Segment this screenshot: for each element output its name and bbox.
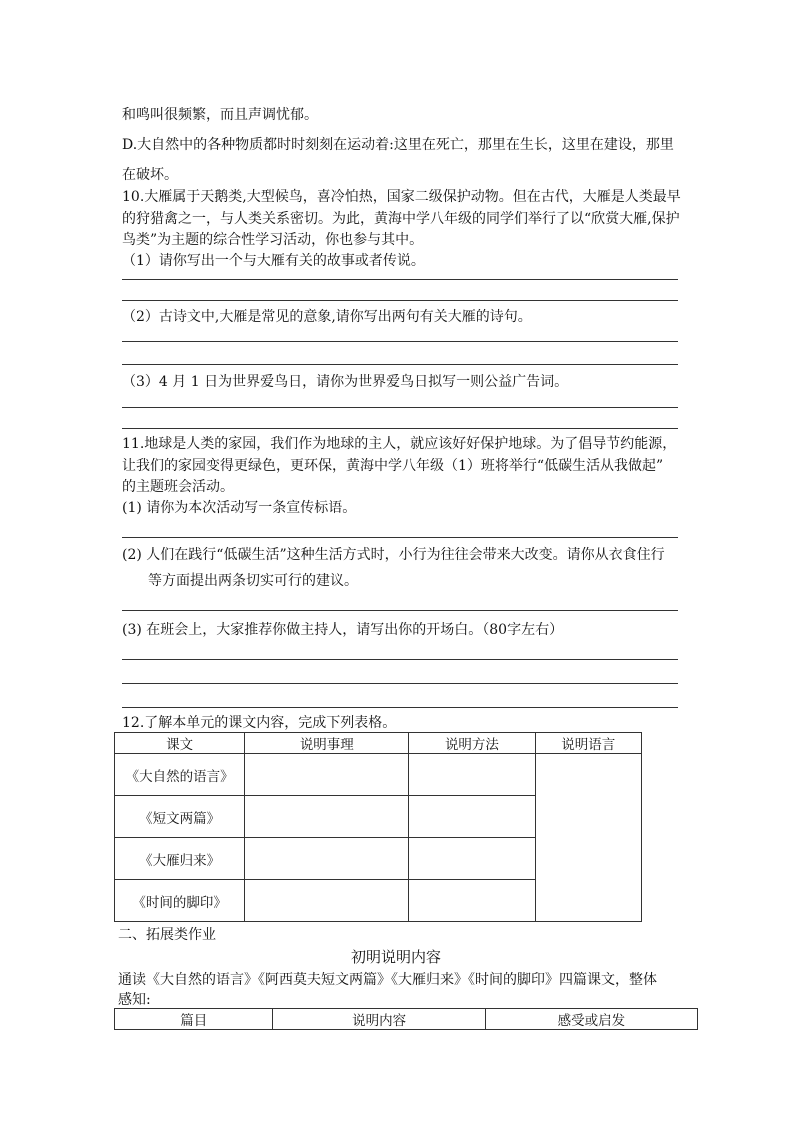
text-line: 在破坏。 [122,167,178,183]
option-d: D.大自然中的各种物质都时时刻刻在运动着:这里在死亡，那里在生长，这里在建设，那里 [122,137,674,153]
question-11-3: (3) 在班会上，大家推荐你做主持人，请写出你的开场白。（80字左右） [122,622,564,638]
table-cell-blank[interactable] [245,754,409,796]
question-11-1: (1) 请你为本次活动写一条宣传标语。 [122,500,357,516]
answer-line[interactable] [122,300,678,301]
answer-line[interactable] [122,707,678,708]
answer-line[interactable] [122,659,678,660]
table-header: 说明事理 [245,733,409,754]
answer-line[interactable] [122,279,678,280]
table-cell-blank[interactable] [535,754,641,922]
table-cell-blank[interactable] [409,880,535,922]
table-cell-blank[interactable] [409,838,535,880]
question-10-3: （3）4 月 1 日为世界爱鸟日，请你为世界爱鸟日拟写一则公益广告词。 [122,374,569,390]
section-heading: 二、拓展类作业 [118,927,216,943]
intro-text: 通读《大自然的语言》《阿西莫夫短文两篇》《大雁归来》《时间的脚印》四篇课文，整体 [118,972,657,988]
question-11-cont: 的主题班会活动。 [122,479,234,495]
table-cell-blank[interactable] [245,796,409,838]
section-title: 初明说明内容 [351,948,442,966]
answer-line[interactable] [122,683,678,684]
table-header: 感受或启发 [485,1009,697,1030]
table-cell-title: 《短文两篇》 [115,796,245,838]
question-10-2: （2）古诗文中,大雁是常见的意象,请你写出两句有关大雁的诗句。 [122,309,532,325]
question-11-2-cont: 等方面提出两条切实可行的建议。 [148,573,358,589]
table-cell-blank[interactable] [245,838,409,880]
table-cell-blank[interactable] [409,754,535,796]
summary-table [114,732,642,922]
table-cell-title: 《时间的脚印》 [115,880,245,922]
question-12: 12.了解本单元的课文内容，完成下列表格。 [122,715,397,731]
answer-line[interactable] [122,428,678,429]
table-header: 说明方法 [409,733,535,754]
question-10-cont: 的狩猎禽之一，与人类关系密切。为此，黄海中学八年级的同学们举行了以“欣赏大雁,保护 [122,211,680,227]
table-header: 篇目 [115,1009,273,1030]
answer-line[interactable] [122,341,678,342]
question-11-2: (2) 人们在践行“低碳生活”这种生活方式时，小行为往往会带来大改变。请你从衣食住行 [122,547,665,563]
answer-line[interactable] [122,407,678,408]
question-11-cont: 让我们的家园变得更绿色，更环保，黄海中学八年级（1）班将举行“低碳生活从我做起” [122,458,664,474]
answer-line[interactable] [122,537,678,538]
answer-line[interactable] [122,364,678,365]
table-cell-title: 《大雁归来》 [115,838,245,880]
question-10-cont: 鸟类”为主题的综合性学习活动，你也参与其中。 [122,232,424,248]
answer-line[interactable] [122,610,678,611]
table-header: 说明语言 [535,733,641,754]
intro-text-cont: 感知: [118,992,151,1008]
table-cell-title: 《大自然的语言》 [115,754,245,796]
table-header: 课文 [115,733,245,754]
question-10: 10.大雁属于天鹅类,大型候鸟，喜冷怕热，国家二级保护动物。但在古代，大雁是人类最早 [122,189,681,205]
question-10-1: （1）请你写出一个与大雁有关的故事或者传说。 [122,253,425,269]
text-line: 和鸣叫很频繁，而且声调忧郁。 [122,107,318,123]
content-table [114,1008,698,1030]
table-header: 说明内容 [273,1009,485,1030]
table-cell-blank[interactable] [245,880,409,922]
question-11: 11.地球是人类的家园，我们作为地球的主人，就应该好好保护地球。为了倡导节约能源， [122,436,677,452]
table-cell-blank[interactable] [409,796,535,838]
